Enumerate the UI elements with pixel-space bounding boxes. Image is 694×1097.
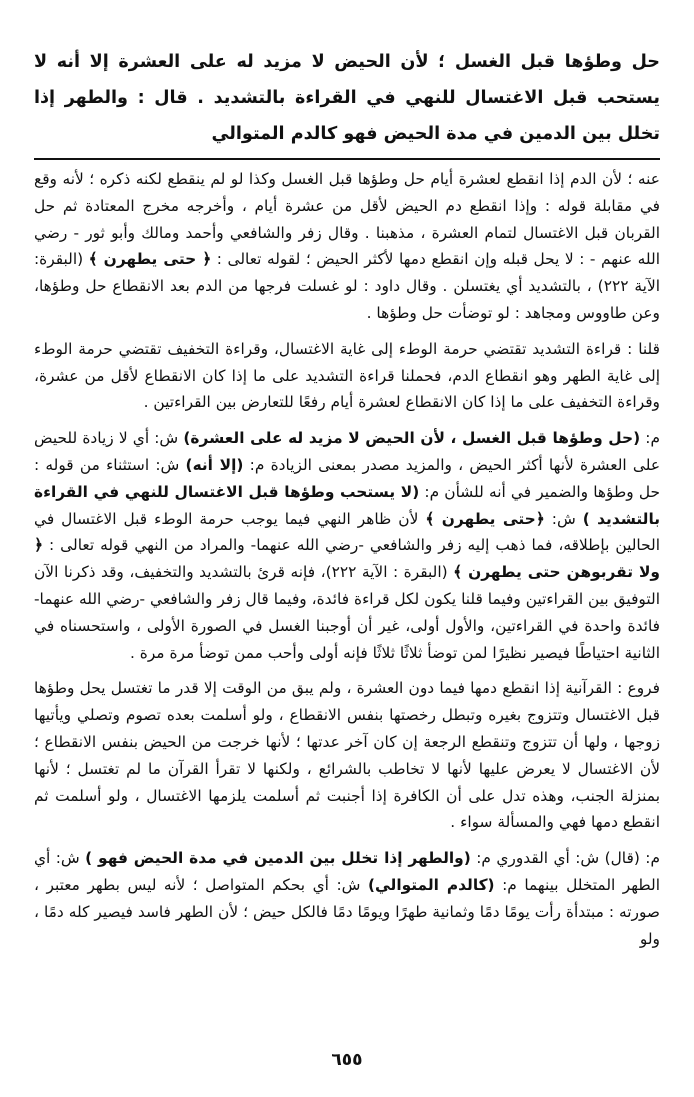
paragraph-text: ش: استثناء من قوله : حل وطؤها والضمير في أنه للشأن م: [34, 455, 660, 501]
quoted-text: ﴿ حتى يطهرن ﴾ [88, 250, 212, 269]
separator-rule [34, 158, 660, 160]
commentary [34, 166, 660, 952]
quoted-text: (إلا أنه) [185, 455, 244, 474]
paragraph-text: عنه ؛ لأن الدم إذا انقطع لعشرة أيام حل وطؤها قبل الغسل وكذا لو لم ينقطع لكنه ذكره ؛ لأنه وقع في مقابلة قوله : وإذا انقطع دم الحيض لأقل من عشرة أيام ، وأخرجه مخرج المعتادة ثم حل القربان قبل الاغتسال لتمام العشرة ، مذهبنا . وقال زفر والشافعي وأحمد ومالك وأبو ثور - رضي الله عنهم - : لا يحل قبله وإن انقطع دمها لأكثر الحيض ؛ لقوله تعالى : [34, 170, 660, 269]
paragraph-text: م: [640, 429, 661, 448]
paragraph-text: (البقرة: الآية ٢٢٢) ، بالتشديد أي يغتسلن . وقال داود : لو غسلت فرجها من الدم بعد الانقطاع حل وطؤها، وعن طاووس ومجاهد : لو توضأت حل وطؤها . [34, 250, 661, 322]
main-text: حل وطؤها قبل الغسل ؛ لأن الحيض لا مزيد له على العشرة إلا أنه لا يستحب قبل الاغتسال للنهي في القراءة بالتشديد . قال : والطهر إذا تخلل بين الدمين في مدة الحيض فهو كالدم المتوالي [34, 52, 660, 144]
paragraph-text: م: (قال) ش: أي القدوري م: [470, 849, 660, 868]
commentary-paragraph [34, 425, 660, 666]
quoted-text: ﴿حتى يطهرن ﴾ [425, 509, 545, 528]
commentary-paragraph [34, 336, 660, 416]
quoted-text: (لا يستحب وطؤها قبل الاغتسال للنهي في القراءة بالتشديد ) [34, 482, 661, 528]
quoted-text: (والطهر إذا تخلل بين الدمين في مدة الحيض فهو ) [85, 849, 471, 868]
paragraph-text: (البقرة : الآية ٢٢٢)، فإنه قرئ بالتشديد والتخفيف، وقد ذكرنا الآن التوفيق بين القراءتين وفيما قلنا يكون لكل قراءة فائدة، وفيما قال زفر والشافعي -رضي الله عنهما- فائدة واحدة في القراءتين، والأول أولى، غير أن أوجبنا الغسل في الصورة الأولى ، واستحسناه في الثانية احتياطًا فيصير نظيرًا لمن توضأ ثلاثًا ثلاثًا فإنه أولى وأحب ممن توضأ مرة مرة . [34, 563, 660, 662]
page-number: ٦٥٥ [331, 1050, 363, 1070]
quoted-text: (كالدم المتوالي) [367, 875, 495, 894]
paragraph-text: قلنا : قراءة التشديد تقتضي حرمة الوطء إلى غاية الاغتسال، وقراءة التخفيف تقتضي حرمة الوطء إلى غاية الطهر وهو انقطاع الدم، فحملنا قراءة التشديد على ما إذا كان الانقطاع لأقل من عشرة، وقراءة التخفيف على ما إذا كان الانقطاع لعشرة أيام رفعًا للتعارض بين القراءتين . [34, 339, 660, 412]
paragraph-text: لأن ظاهر النهي فيما يوجب حرمة الوطء قبل الاغتسال في الحالين بإطلاقه، فما ذهب إليه زفر والشافعي -رضي الله عنهما- والمراد من النهي قوله تعالى : [34, 509, 660, 555]
paragraph-text: ش: أي الطهر المتخلل بينهما م: [34, 849, 660, 894]
quoted-text: ﴿ ولا تقربوهن حتى يطهرن ﴾ [34, 536, 660, 582]
paragraph-text: ش: أي لا زيادة للحيض على العشرة لأنها أكثر الحيض ، والمزيد مصدر بمعنى الزيادة م: [34, 429, 661, 474]
commentary-paragraph [34, 845, 660, 952]
paragraph-text: ش: [544, 509, 583, 528]
paragraph-text: ش: أي بحكم المتواصل ؛ لأنه ليس بطهر معتبر ، صورته : مبتدأة رأت يومًا دمًا وثمانية طهرًا ويومًا دمًا فالكل حيض ؛ لأن الطهر فاسد فيصير كله دمًا ، ولو [34, 875, 660, 948]
commentary-paragraph [34, 675, 660, 836]
commentary-paragraph [34, 166, 660, 327]
quoted-text: (حل وطؤها قبل الغسل ، لأن الحيض لا مزيد له على العشرة) [183, 429, 641, 448]
paragraph-text: فروع : القرآنية إذا انقطع دمها فيما دون العشرة ، ولم يبق من الوقت إلا قدر ما تغتسل يحل وطؤها قبل الاغتسال وتتزوج بغيره وتبطل رخصتها بنفس الانقطاع ، ولو أسلمت بعده تصوم وتصلي ويأتيها زوجها ، ولها أن تتزوج وتنقطع الرجعة إن كان آخر عدتها ؛ لأنها خرجت من الحيض بنفس الانقطاع ؛ لأن الاغتسال لا يعرض عليها لأنها لا تخاطب بالشرائع ، ولكنها لا تقرأ القرآن ما لم تغتسل ؛ لأنها بمنزلة الجنب، وهذه تدل على أن الكافرة إذا أجنبت ثم أسلمت يلزمها الاغتسال ، ولو أسلمت ثم انقطع دمها فهي والمسألة سواء . [34, 679, 660, 832]
